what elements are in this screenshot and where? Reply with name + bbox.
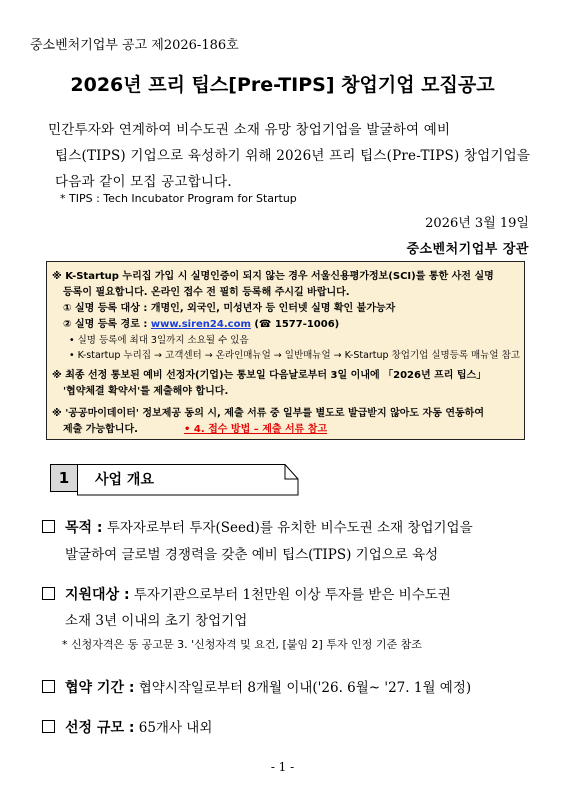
page-title: 2026년 프리 팁스[Pre-TIPS] 창업기업 모집공고	[70, 74, 495, 96]
notice-text: ② 실명 등록 경로 :	[63, 319, 151, 330]
purpose-item	[42, 516, 473, 537]
notice-line: ※ '공공마이데이터' 정보제공 동의 시, 제출 서류 중 일부를 별도로 발급받지 않아도 자동 연동하여	[52, 408, 484, 419]
notice-line: '협약체결 확약서'를 제출해야 합니다.	[63, 386, 229, 397]
item-label: 선정 규모 :	[65, 720, 135, 736]
intro-line-2: 팁스(TIPS) 기업으로 육성하기 위해 2026년 프리 팁스(Pre-TIPS) 창업기업을	[55, 148, 531, 164]
intro-line-1: 민간투자와 연계하여 비수도권 소재 유망 창업기업을 발굴하여 예비	[48, 122, 451, 138]
notice-line: ① 실명 등록 대상 : 개명인, 외국인, 미성년자 등 인터넷 실명 확인 불가능자	[63, 303, 396, 314]
section-header	[50, 464, 300, 496]
selection-scale-item	[42, 716, 212, 737]
notice-line: 등록이 필요합니다. 온라인 접수 전 필히 등록해 주시길 바랍니다.	[63, 287, 350, 298]
section-title: 사업 개요	[95, 472, 154, 488]
checkbox-square-icon	[42, 680, 55, 693]
item-text: 65개사 내외	[138, 720, 213, 736]
notice-text: (☎ 1577-1006)	[250, 319, 340, 330]
checkbox-square-icon	[42, 587, 55, 600]
notice-bullet: • 실명 등록에 최대 3일까지 소요될 수 있음	[69, 335, 249, 346]
checkbox-square-icon	[42, 520, 55, 533]
notice-line: ※ K-Startup 누리집 가입 시 실명인증이 되지 않는 경우 서울신용평가정보(SCI)를 통한 사전 실명	[52, 271, 494, 282]
tips-footnote: * TIPS : Tech Incubator Program for Startup	[60, 192, 297, 205]
item-text: 투자자로부터 투자(Seed)를 유치한 비수도권 소재 창업기업을	[106, 520, 473, 536]
item-label: 목적 :	[65, 520, 103, 536]
page-number: - 1 -	[270, 760, 295, 774]
item-label: 협약 기간 :	[65, 680, 135, 696]
notice-line	[63, 315, 339, 330]
notice-bullet: • K-startup 누리집 → 고객센터 → 온라인매뉴얼 → 일반매뉴얼 → K-Startup 창업기업 실명등록 매뉴얼 참고	[69, 350, 520, 361]
document-number: 중소벤처기업부 공고 제2026-186호	[30, 38, 239, 53]
siren24-link[interactable]: www.siren24.com	[150, 319, 251, 330]
section-number: 1	[50, 464, 78, 492]
purpose-continued: 발굴하여 글로벌 경쟁력을 갖춘 예비 팁스(TIPS) 기업으로 육성	[65, 547, 439, 563]
agreement-period-item	[42, 676, 471, 697]
notice-line: 제출 가능합니다.	[63, 424, 138, 435]
checkbox-square-icon	[42, 720, 55, 733]
eligibility-continued: 소재 3년 이내의 초기 창업기업	[65, 613, 248, 629]
item-label: 지원대상 :	[65, 587, 130, 603]
notice-box	[46, 261, 525, 440]
issuer: 중소벤처기업부 장관	[406, 242, 529, 257]
notice-line: ※ 최종 선정 통보된 예비 선정자(기업)는 통보일 다음날로부터 3일 이내에 「2026년 프리 팁스」	[52, 370, 487, 381]
announcement-date: 2026년 3월 19일	[425, 216, 529, 231]
eligibility-item	[42, 583, 451, 604]
eligibility-note: * 신청자격은 동 공고문 3. '신청자격 및 요건, [붙임 2] 투자 인정 기준 참조	[62, 638, 422, 651]
intro-line-3: 다음과 같이 모집 공고합니다.	[55, 174, 232, 190]
item-text: 협약시작일로부터 8개월 이내('26. 6월~ '27. 1월 예정)	[138, 680, 472, 696]
item-text: 투자기관으로부터 1천만원 이상 투자를 받은 비수도권	[133, 587, 451, 603]
submission-reference-link[interactable]: • 4. 접수 방법 – 제출 서류 참고	[184, 424, 328, 435]
